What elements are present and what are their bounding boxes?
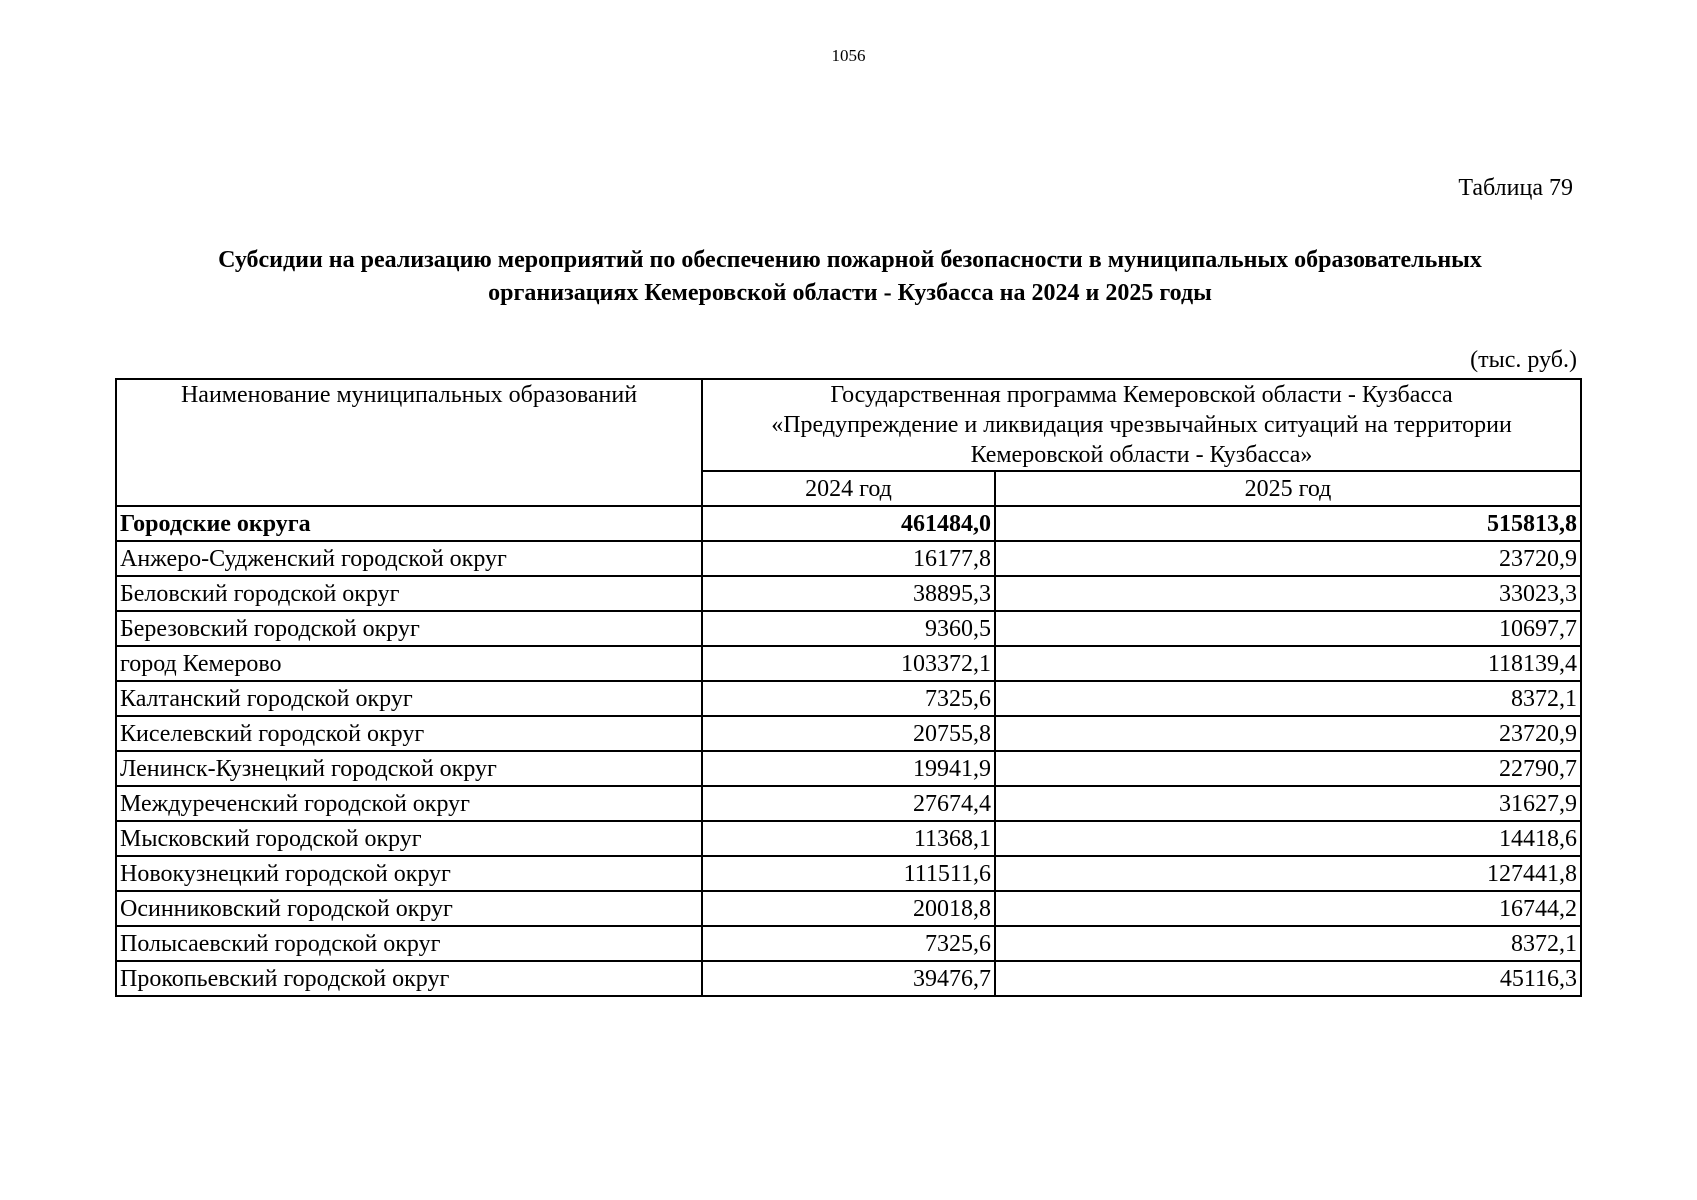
- value-2025: 23720,9: [995, 716, 1581, 751]
- row-name: Анжеро-Судженский городской округ: [116, 541, 702, 576]
- document-title-line: организациях Кемеровской области - Кузбасса на 2024 и 2025 годы: [488, 280, 1212, 306]
- row-name: Полысаевский городской округ: [116, 926, 702, 961]
- program-header-line: Кемеровской области - Кузбасса»: [970, 442, 1313, 468]
- value-2025: 31627,9: [995, 786, 1581, 821]
- table-label: Таблица 79: [1458, 175, 1573, 201]
- table-row: [116, 786, 1581, 821]
- value-2025: 515813,8: [995, 506, 1581, 541]
- table-row: [116, 926, 1581, 961]
- row-name: Междуреченский городской округ: [116, 786, 702, 821]
- row-name: Прокопьевский городской округ: [116, 961, 702, 996]
- page-number: 1056: [831, 46, 866, 65]
- row-name: Калтанский городской округ: [116, 681, 702, 716]
- value-2024: 20018,8: [702, 891, 995, 926]
- table-row: [116, 891, 1581, 926]
- value-2025: 16744,2: [995, 891, 1581, 926]
- row-name: Киселевский городской округ: [116, 716, 702, 751]
- value-2024: 39476,7: [702, 961, 995, 996]
- value-2025: 8372,1: [995, 926, 1581, 961]
- table-row: [116, 716, 1581, 751]
- value-2025: 22790,7: [995, 751, 1581, 786]
- table-row: [116, 856, 1581, 891]
- value-2025: 23720,9: [995, 541, 1581, 576]
- column-header-name: Наименование муниципальных образований: [116, 379, 702, 506]
- value-2024: 103372,1: [702, 646, 995, 681]
- value-2025: 33023,3: [995, 576, 1581, 611]
- subsidy-table: [115, 378, 1582, 997]
- table-row: [116, 961, 1581, 996]
- table-row: [116, 681, 1581, 716]
- value-2024: 461484,0: [702, 506, 995, 541]
- value-2024: 20755,8: [702, 716, 995, 751]
- table-row: [116, 576, 1581, 611]
- program-header-line: «Предупреждение и ликвидация чрезвычайных ситуаций на территории: [771, 412, 1512, 438]
- row-name: Ленинск-Кузнецкий городской округ: [116, 751, 702, 786]
- total-row: [116, 506, 1581, 541]
- value-2024: 27674,4: [702, 786, 995, 821]
- value-2024: 7325,6: [702, 681, 995, 716]
- value-2025: 45116,3: [995, 961, 1581, 996]
- column-header-2025: 2025 год: [995, 471, 1581, 506]
- value-2025: 10697,7: [995, 611, 1581, 646]
- column-header-program: [702, 379, 1581, 471]
- value-2024: 9360,5: [702, 611, 995, 646]
- value-2024: 19941,9: [702, 751, 995, 786]
- value-2024: 38895,3: [702, 576, 995, 611]
- row-name: Березовский городской округ: [116, 611, 702, 646]
- table-row: [116, 541, 1581, 576]
- units-label: (тыс. руб.): [1470, 347, 1577, 373]
- row-name: Мысковский городской округ: [116, 821, 702, 856]
- row-name: Осинниковский городской округ: [116, 891, 702, 926]
- table-row: [116, 821, 1581, 856]
- value-2024: 7325,6: [702, 926, 995, 961]
- program-header-line: Государственная программа Кемеровской области - Кузбасса: [830, 382, 1453, 408]
- table-row: [116, 646, 1581, 681]
- value-2025: 118139,4: [995, 646, 1581, 681]
- row-name: Городские округа: [116, 506, 702, 541]
- table-row: [116, 611, 1581, 646]
- document-title-line: Субсидии на реализацию мероприятий по обеспечению пожарной безопасности в муниципальных образовательных: [218, 247, 1482, 273]
- table-row: [116, 751, 1581, 786]
- row-name: Новокузнецкий городской округ: [116, 856, 702, 891]
- value-2025: 127441,8: [995, 856, 1581, 891]
- value-2024: 11368,1: [702, 821, 995, 856]
- row-name: Беловский городской округ: [116, 576, 702, 611]
- value-2024: 16177,8: [702, 541, 995, 576]
- value-2025: 14418,6: [995, 821, 1581, 856]
- value-2025: 8372,1: [995, 681, 1581, 716]
- value-2024: 111511,6: [702, 856, 995, 891]
- column-header-2024: 2024 год: [702, 471, 995, 506]
- document-title: [110, 244, 1590, 310]
- row-name: город Кемерово: [116, 646, 702, 681]
